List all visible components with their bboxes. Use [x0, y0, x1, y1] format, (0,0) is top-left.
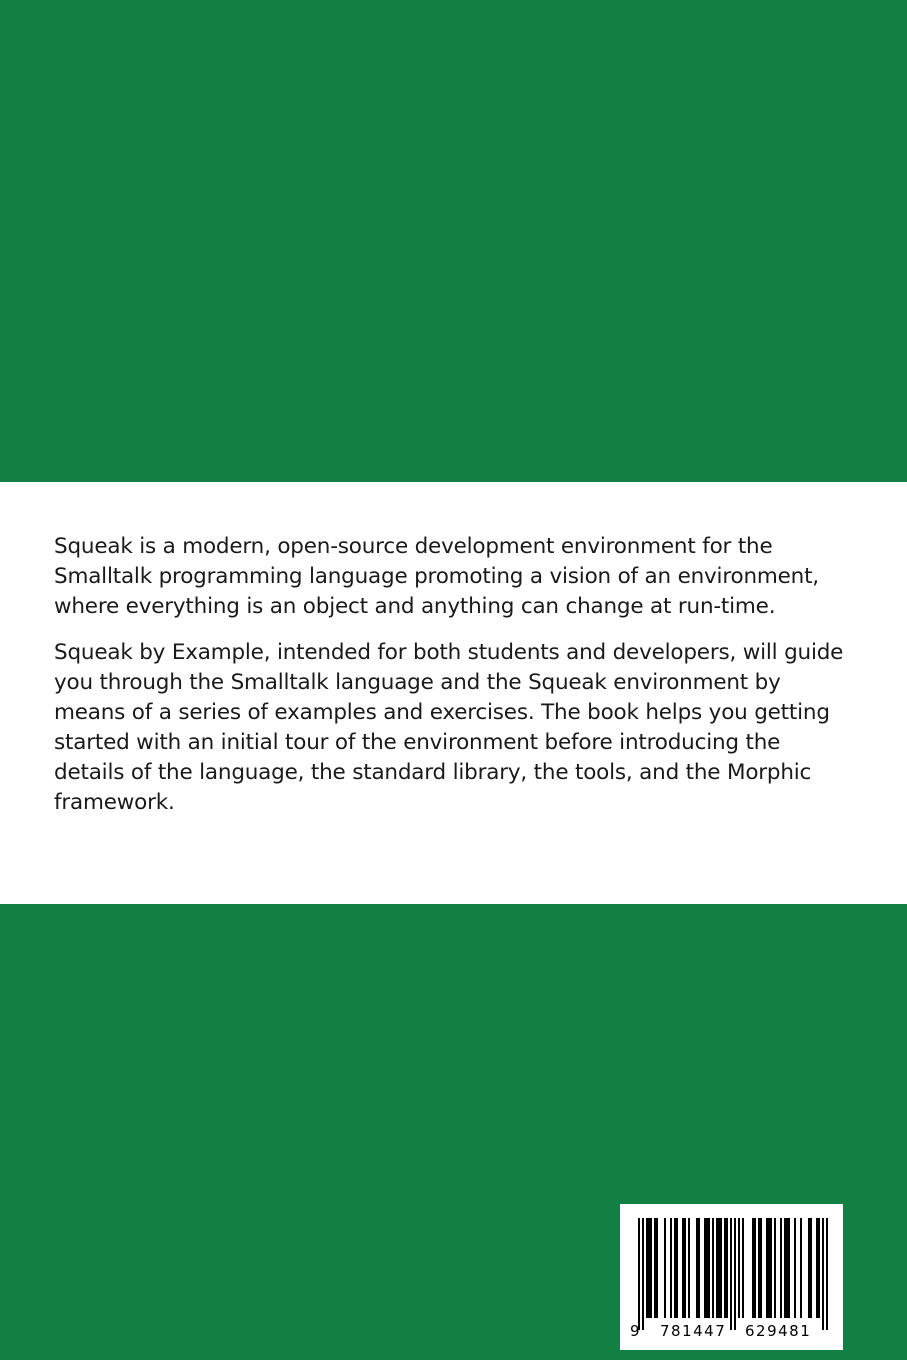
barcode-left-digits: 781447 [660, 1322, 727, 1340]
barcode-bar [696, 1218, 698, 1318]
barcode-bar [720, 1218, 722, 1318]
barcode-first-digit: 9 [630, 1322, 642, 1340]
barcode-bar [648, 1218, 650, 1318]
barcode-bar [784, 1218, 786, 1318]
barcode-bar [664, 1218, 666, 1318]
barcode-bar [774, 1218, 776, 1318]
back-cover-text-panel [0, 482, 907, 904]
barcode-bar [794, 1218, 796, 1318]
blurb-paragraph-2: Squeak by Example, intended for both students and developers, will guide you through the Smalltalk language and the Squeak environment by means of a series of examples and exercises. The book helps you getting started with an initial tour of the environment before introducing the details of the language, the standard library, the tools, and the Morphic framework. [54, 640, 844, 815]
barcode-bar [766, 1218, 768, 1318]
barcode-bar [758, 1218, 760, 1318]
barcode-bar [676, 1218, 678, 1318]
barcode-bar [716, 1218, 718, 1318]
barcode-bar [770, 1218, 772, 1318]
barcode-bar [704, 1218, 706, 1318]
cover-bottom-panel [0, 904, 907, 1360]
barcode-bar [724, 1218, 726, 1318]
barcode-bar [742, 1218, 744, 1318]
barcode-bar [816, 1218, 818, 1318]
barcode-bar [638, 1218, 640, 1330]
barcode-bar [684, 1218, 686, 1318]
barcode-bar [818, 1218, 820, 1318]
barcode-bar [708, 1218, 710, 1318]
barcode-bar [810, 1218, 812, 1318]
barcode-bar [786, 1218, 788, 1318]
barcode-bar [826, 1218, 828, 1330]
barcode-bar [800, 1218, 802, 1318]
barcode-bar [688, 1218, 690, 1318]
barcode-bar [706, 1218, 708, 1318]
barcode-bar [712, 1218, 714, 1318]
barcode-bar [738, 1218, 740, 1318]
barcode-bar [642, 1218, 644, 1330]
barcode-right-digits: 629481 [745, 1322, 812, 1340]
barcode-bar [650, 1218, 652, 1318]
barcode-bar [752, 1218, 754, 1318]
barcode-bar [656, 1218, 658, 1318]
barcode-bar [788, 1218, 790, 1318]
barcode-bar [822, 1218, 824, 1330]
barcode-bar [726, 1218, 728, 1318]
barcode-bar [734, 1218, 736, 1330]
barcode-bar [682, 1218, 684, 1318]
barcode-bar [646, 1218, 648, 1318]
barcode-bar [654, 1218, 656, 1318]
barcode-bar [718, 1218, 720, 1318]
barcode-bar [760, 1218, 762, 1318]
barcode-bar [780, 1218, 782, 1318]
barcode-bar [808, 1218, 810, 1318]
barcode-bar [674, 1218, 676, 1318]
barcode-bar [670, 1218, 672, 1318]
barcode-bar [768, 1218, 770, 1318]
barcode-bar [698, 1218, 700, 1318]
back-cover-blurb [54, 532, 854, 834]
isbn-barcode [620, 1204, 843, 1350]
cover-top-panel [0, 0, 907, 482]
barcode-bar [730, 1218, 732, 1330]
blurb-paragraph-1: Squeak is a modern, open-source development environment for the Smalltalk programming language promoting a vision of an environment, where everything is an object and anything can change at run-time. [54, 534, 819, 619]
barcode-bar [754, 1218, 756, 1318]
